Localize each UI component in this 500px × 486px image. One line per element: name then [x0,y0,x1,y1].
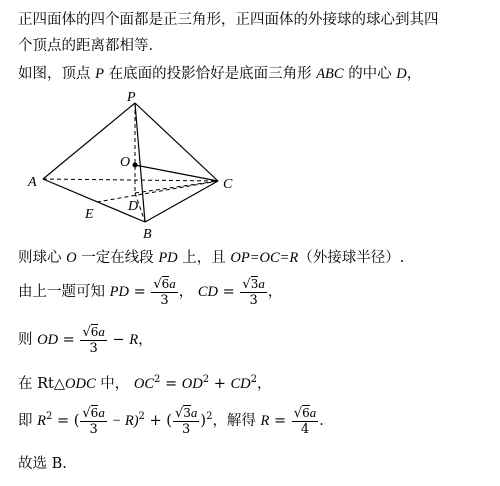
intro-line-2: 个顶点的距离都相等． [18,38,163,54]
fraction-sqrt3a-over-3: $\frac{√3a}{3}$ [174,405,198,437]
intro-text: ， [406,66,422,82]
radicand: 6 [90,406,99,420]
label-C: C [223,177,233,192]
text: ， [267,284,283,300]
denominator: 4 [300,422,310,437]
intro-line-1: 正四面体的四个面都是正三角形，正四面体的外接球的球心到其四 [18,12,439,28]
text: = [133,284,146,300]
exponent: 2 [250,374,257,386]
text: ， [178,284,194,300]
var-a: a [190,405,198,420]
exponent: 2 [206,411,213,423]
solution-line-5 [18,405,334,437]
var-PD: PD [109,284,129,300]
fraction-sqrt3a-over-3: $\frac{√3a}{3}$ [242,276,265,308]
solution-line-2 [18,276,282,308]
label-B: B [143,227,152,242]
var-ODC: ODC [65,376,96,392]
text: ) [200,413,207,429]
fraction-sqrt6a-over-3: $\frac{√6a}{3}$ [153,276,176,308]
fraction-sqrt6a-over-4: $\frac{√6a}{4}$ [293,405,317,437]
radicand: 3 [250,277,259,291]
segment-DC-hidden [135,181,218,193]
point-O [133,163,138,168]
label-E: E [85,207,94,222]
var-OD: OD [37,332,59,348]
fraction-sqrt6a-over-3: $\frac{√6a}{3}$ [82,405,105,437]
var-O: O [66,250,77,266]
text: = [222,284,235,300]
var-D: D [396,66,407,82]
label-P: P [127,90,136,105]
var-R: R [37,413,46,429]
text: 在 [18,376,33,392]
solution-line-4 [18,372,272,393]
exponent: 2 [202,374,210,386]
var-OD: OD [181,376,203,392]
intro-text: 如图，顶点 [18,66,91,82]
text: （外接球半径）. [298,250,405,266]
segment-OC [135,165,218,181]
text: ，解得 [212,413,256,429]
text: = [62,332,75,348]
intro-text: 在底面的投影恰好是底面三角形 [108,66,312,82]
exponent: 2 [154,374,161,386]
edge-AC-hidden [43,179,218,181]
text: = ( [52,413,80,429]
var-a: a [98,405,105,420]
minus-sign: − [112,332,125,348]
var-R: R [129,332,139,348]
denominator: 3 [182,422,191,437]
radicand: 6 [90,325,99,339]
var-CD: CD [197,284,219,300]
var-P: P [95,66,104,82]
denominator: 3 [160,293,169,308]
exponent: 2 [45,411,53,423]
text: 则 [18,332,33,348]
rt-triangle: Rt△ [37,376,66,392]
intro-text: 的中心 [348,66,392,82]
text: = [269,413,291,429]
label-O: O [120,155,131,170]
text: ， [138,332,153,348]
edge-PC [135,103,218,181]
var-a: a [169,276,176,291]
var-CD: CD [230,376,251,392]
text: ， [257,376,272,392]
text: + ( [144,413,172,429]
text: ． [319,413,334,429]
denominator: 3 [249,293,258,308]
text: 上，且 [182,250,226,266]
var-a: a [98,324,105,339]
label-D: D [128,199,139,214]
var-a: a [309,405,317,420]
text: 由上一题可知 [18,284,105,300]
label-A: A [28,175,37,190]
text: 一定在线段 [81,250,154,266]
var-PD: PD [158,250,178,266]
exponent: 2 [138,411,145,423]
radicand: 6 [302,406,310,420]
fraction-sqrt6a-over-3: $\frac{√6a}{3}$ [82,324,105,356]
solution-line-6: 故选 B. [18,456,67,472]
text: 即 [18,413,33,429]
text: 则球心 [18,250,62,266]
text: + [209,376,231,392]
text: 中， [100,376,130,392]
text: = [160,376,182,392]
solution-line-1 [18,246,404,267]
solution-line-3 [18,324,153,356]
var-R: R [260,413,270,429]
denominator: 3 [89,422,98,437]
radicand: 6 [161,277,170,291]
denominator: 3 [89,341,98,356]
radicand: 3 [183,406,191,420]
text: − R) [107,413,139,429]
var-OC: OC [133,376,155,392]
var-ABC: ABC [316,66,344,82]
equation-OP-OC-R: OP=OC=R [230,250,299,266]
var-a: a [258,276,265,291]
